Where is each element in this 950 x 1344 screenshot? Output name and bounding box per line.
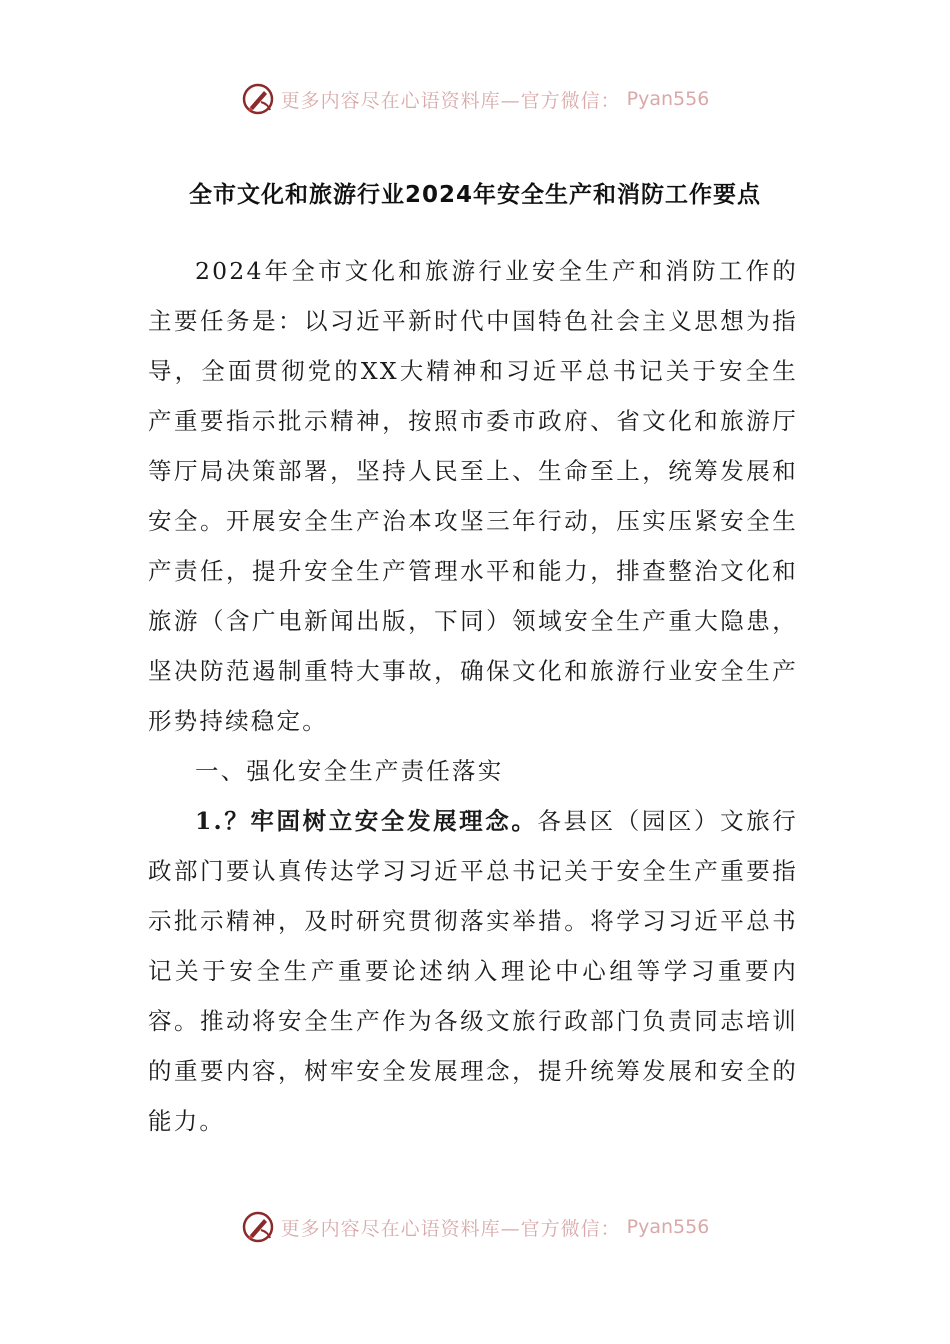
intro-paragraph: 2024年全市文化和旅游行业安全生产和消防工作的主要任务是：以习近平新时代中国特色社会主义思想为指导，全面贯彻党的XX大精神和习近平总书记关于安全生产重要指示批示精神，按照市委市政府、省文化和旅游厅等厅局决策部署，坚持人民至上、生命至上，统筹发展和安全。开展安全生产治本攻坚三年行动，压实压紧安全生产责任，提升安全生产管理水平和能力，排查整治文化和旅游（含广电新闻出版，下同）领域安全生产重大隐患，坚决防范遏制重特大事故，确保文化和旅游行业安全生产形势持续稳定。 [148,257,798,735]
item-body: 各县区（园区）文旅行政部门要认真传达学习习近平总书记关于安全生产重要指示批示精神，及时研究贯彻落实举措。将学习习近平总书记关于安全生产重要论述纳入理论中心组等学习重要内容。推动将安全生产作为各级文旅行政部门负责同志培训的重要内容，树牢安全发展理念，提升统筹发展和安全的能力。 [148,807,798,1135]
watermark-text: 更多内容尽在心语资料库—官方微信： [280,89,621,112]
watermark-wechat-id: Pyan556 [626,88,710,110]
pen-logo-icon [241,82,275,116]
watermark-banner-top [0,82,950,116]
item-heading: 1.？牢固树立安全发展理念。 [195,807,538,835]
item-paragraph [148,796,798,1146]
watermark-banner-bottom [0,1210,950,1244]
watermark-wechat-id: Pyan556 [626,1216,710,1238]
watermark-text: 更多内容尽在心语资料库—官方微信： [280,1217,621,1240]
document-title: 全市文化和旅游行业2024年安全生产和消防工作要点 [188,182,761,208]
document-body [148,246,798,1146]
pen-logo-icon [241,1210,275,1244]
section-heading: 一、强化安全生产责任落实 [195,757,504,785]
